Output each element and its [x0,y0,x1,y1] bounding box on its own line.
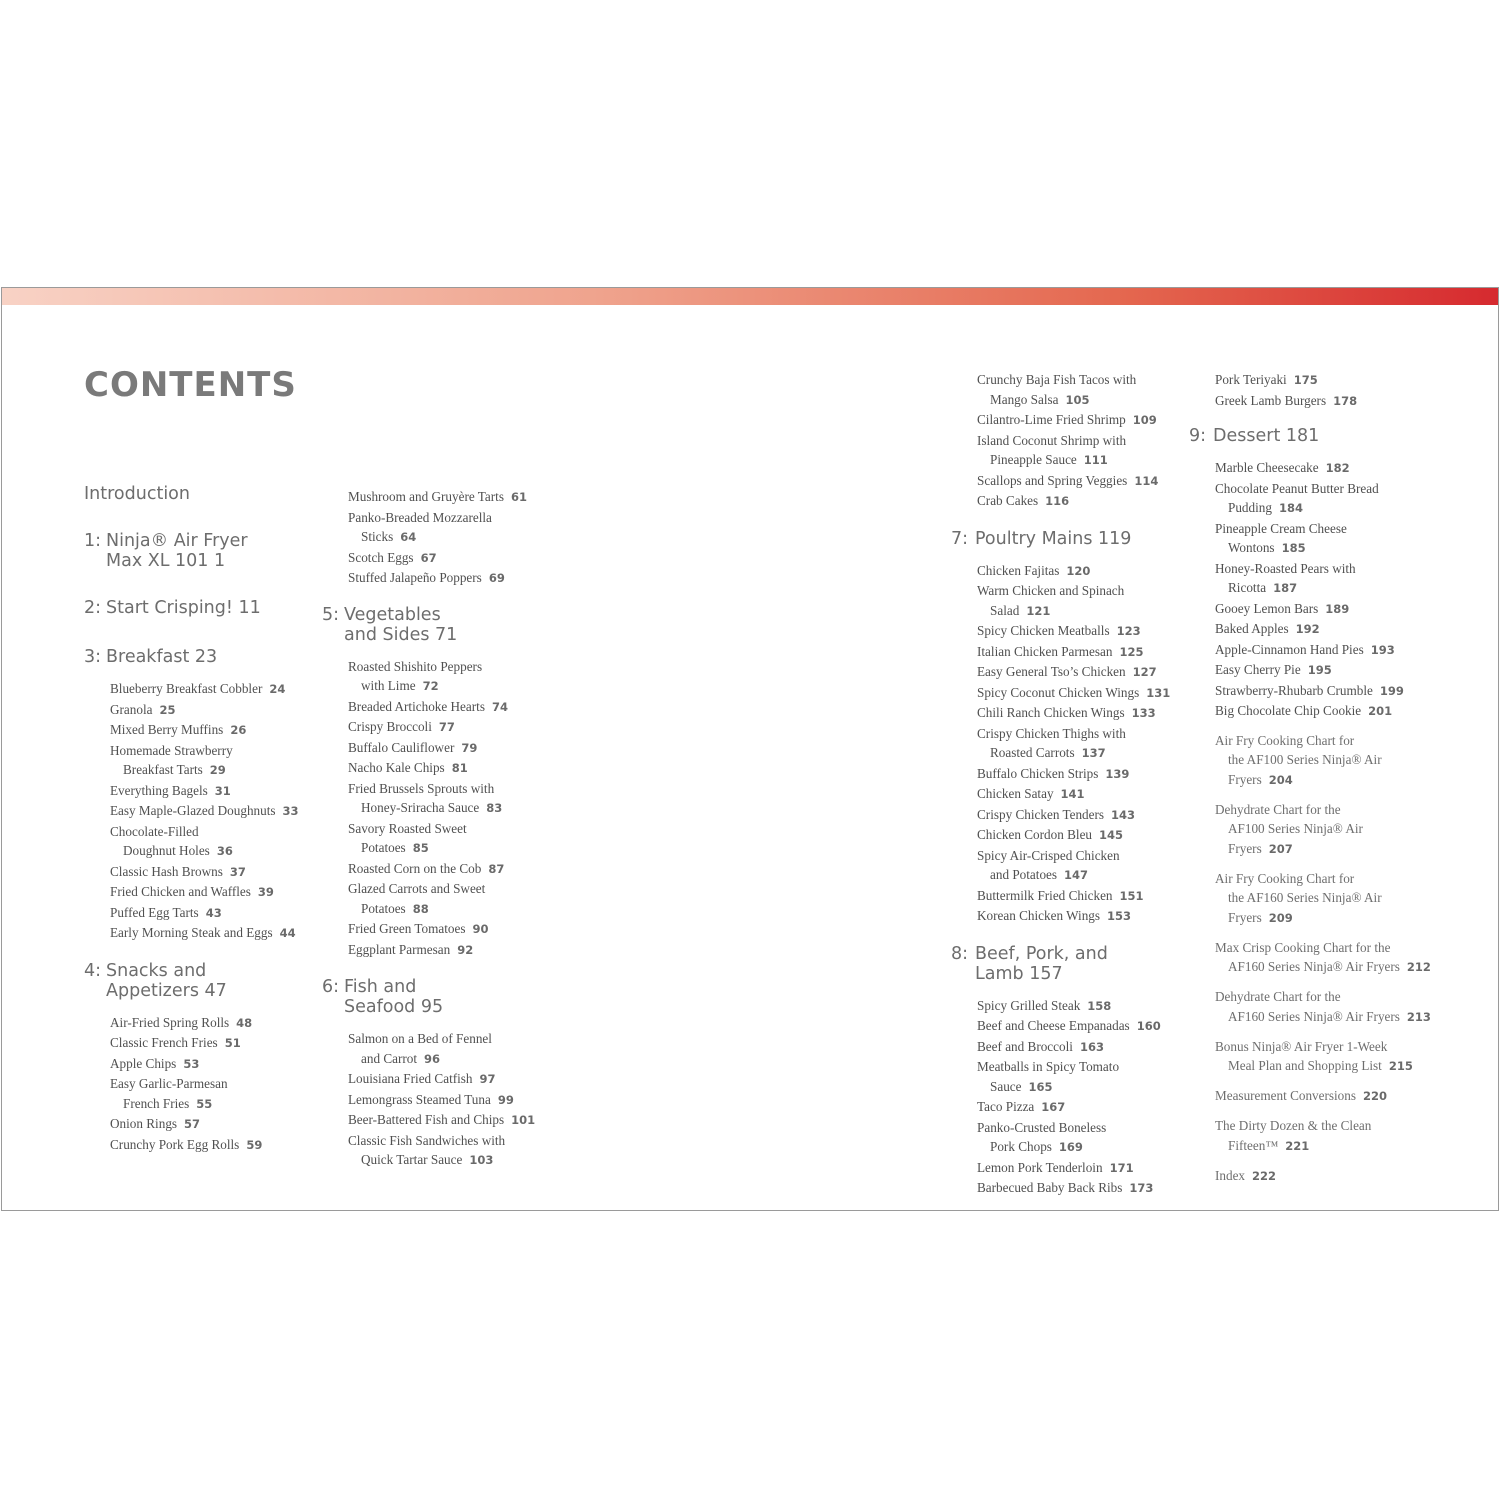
toc-entry [977,1178,1191,1199]
toc-entry [1215,619,1439,640]
section-6-entries-continued [977,370,1191,512]
toc-entry [348,859,582,880]
toc-entry [348,1131,582,1171]
section-8-entries [977,996,1191,1199]
toc-entry [348,697,582,718]
section-heading-4: 4: Snacks and Appetizers 47 [84,960,227,1001]
toc-entry-page: 99 [497,1092,514,1107]
toc-entry-page: 29 [209,763,226,777]
toc-entry-title: Greek Lamb Burgers [1215,392,1327,408]
toc-entry [977,491,1191,512]
toc-entry [110,741,324,781]
toc-entry-page: 125 [1119,644,1144,659]
toc-entry-page: 158 [1087,998,1112,1013]
toc-entry-title: Roasted Shishito Peppers with Lime [348,658,483,693]
toc-entry-page: 184 [1278,501,1303,515]
toc-entry [1215,869,1439,929]
toc-entry [1215,987,1439,1027]
toc-entry-page: 141 [1060,787,1085,801]
toc-entry-title: Air Fry Cooking Chart for the AF160 Series Ninja® Air Fryers [1215,870,1382,925]
toc-entry [348,1069,582,1090]
toc-entry-page: 81 [451,761,468,775]
toc-entry-title: Dehydrate Chart for the AF160 Series Ninja® Air Fryers [1215,989,1400,1024]
toc-column-1 [84,288,324,1155]
toc-entry-title: Roasted Corn on the Cob [348,860,482,876]
toc-entry-title: Fried Green Tomatoes [348,921,466,936]
toc-entry-page: 85 [412,841,429,855]
toc-entry-title: Lemongrass Steamed Tuna [348,1091,491,1107]
toc-entry-page: 111 [1083,453,1108,467]
toc-entry-page: 187 [1273,581,1298,595]
toc-entry-page: 79 [461,740,478,755]
toc-entry [977,370,1191,410]
section-8-entries-continued [1215,370,1439,411]
toc-entry [977,846,1191,886]
toc-entry-page: 195 [1307,663,1332,677]
toc-entry-title: Crispy Chicken Thighs with Roasted Carrots [977,725,1126,760]
toc-entry-title: The Dirty Dozen & the Clean Fifteen™ [1215,1118,1372,1153]
toc-entry-page: 57 [184,1117,201,1131]
toc-entry-page: 221 [1285,1138,1310,1153]
section-heading-5: 5: Vegetables and Sides 71 [322,604,458,645]
toc-entry [348,568,582,589]
toc-entry [1215,391,1439,412]
toc-entry-page: 83 [486,801,503,815]
toc-entry [977,561,1191,582]
toc-entry-page: 97 [479,1072,496,1086]
toc-entry-title: Beef and Cheese Empanadas [977,1018,1130,1033]
toc-entry-title: Pineapple Cream Cheese Wontons [1215,520,1347,555]
toc-entry-page: 67 [420,550,437,565]
toc-entry-title: Classic Fish Sandwiches with Quick Tartar Sauce [348,1132,506,1167]
toc-entry-page: 173 [1129,1181,1154,1195]
toc-entry-title: Onion Rings [110,1116,178,1131]
toc-entry-title: Buttermilk Fried Chicken [977,887,1113,903]
toc-entry [110,720,324,741]
toc-entry [977,662,1191,683]
toc-entry [110,882,324,903]
toc-entry [977,1037,1191,1058]
toc-entry-page: 212 [1406,960,1431,974]
toc-entry [348,879,582,919]
toc-entry [1215,731,1439,791]
toc-entry-title: Buffalo Cauliflower [348,739,455,755]
toc-entry-title: Max Crisp Cooking Chart for the AF160 Series Ninja® Air Fryers [1215,939,1400,974]
toc-entry-title: Granola [110,701,153,717]
toc-entry-title: Panko-Crusted Boneless Pork Chops [977,1119,1107,1154]
toc-entry-page: 77 [438,720,455,734]
toc-entry-page: 175 [1293,373,1318,387]
toc-entry-page: 204 [1268,772,1293,787]
toc-entry-page: 192 [1295,622,1320,636]
toc-entry [110,700,324,721]
toc-entry-title: Korean Chicken Wings [977,908,1101,923]
toc-column-3 [951,370,1191,1199]
toc-entry-page: 123 [1116,624,1141,638]
toc-entry-title: Spicy Grilled Steak [977,997,1081,1013]
toc-entry-page: 39 [257,885,274,899]
toc-column-2 [322,487,582,1171]
toc-entry-page: 87 [488,861,505,876]
toc-entry-page: 51 [224,1036,241,1050]
toc-entry-page: 55 [196,1096,213,1111]
toc-entry-title: Strawberry-Rhubarb Crumble [1215,682,1373,698]
toc-entry [110,1013,324,1034]
toc-entry-page: 48 [236,1015,253,1030]
toc-entry-title: Mushroom and Gruyère Tarts [348,489,504,504]
toc-entry-page: 103 [469,1153,494,1167]
toc-entry-title: Baked Apples [1215,621,1289,636]
toc-entry [977,764,1191,785]
toc-entry [977,1057,1191,1097]
toc-entry-title: Panko-Breaded Mozzarella Sticks [348,509,492,544]
toc-entry-page: 199 [1379,683,1404,698]
toc-entry [977,886,1191,907]
toc-entry-page: 31 [214,783,231,798]
toc-entry [977,683,1191,704]
toc-entry [1215,681,1439,702]
toc-entry [977,906,1191,927]
toc-entry [348,758,582,779]
toc-entry-page: 33 [282,804,299,818]
toc-entry-title: Homemade Strawberry Breakfast Tarts [110,742,233,777]
toc-entry-title: Chocolate-Filled Doughnut Holes [110,823,210,858]
toc-entry-title: Scotch Eggs [348,549,414,565]
toc-entry-page: 92 [457,942,474,957]
toc-entry-title: Chicken Satay [977,786,1054,801]
toc-entry-title: Pork Teriyaki [1215,372,1287,387]
toc-entry-title: Spicy Coconut Chicken Wings [977,684,1140,700]
toc-entry-title: Gooey Lemon Bars [1215,600,1319,616]
toc-entry [977,621,1191,642]
toc-entry [348,779,582,819]
toc-entry-page: 44 [279,926,296,940]
toc-entry-title: Puffed Egg Tarts [110,904,199,920]
toc-entry-title: Measurement Conversions [1215,1088,1357,1103]
toc-entry-title: Fried Brussels Sprouts with Honey-Sriracha Sauce [348,780,495,815]
toc-entry-page: 220 [1363,1089,1388,1103]
toc-entry-title: Early Morning Steak and Eggs [110,925,273,940]
toc-entry [348,940,582,961]
toc-entry-title: Beer-Battered Fish and Chips [348,1112,505,1127]
toc-entry-page: 178 [1333,393,1358,408]
toc-entry-title: Crispy Chicken Tenders [977,806,1105,822]
toc-entry-page: 105 [1065,392,1090,407]
toc-entry-title: Eggplant Parmesan [348,941,451,957]
toc-entry [1215,1116,1439,1156]
toc-entry-page: 26 [230,723,247,737]
toc-entry-page: 90 [472,922,489,936]
toc-entry [110,781,324,802]
toc-entry-title: Chocolate Peanut Butter Bread Pudding [1215,480,1379,515]
toc-entry-page: 213 [1406,1009,1431,1024]
toc-entry-title: Buffalo Chicken Strips [977,765,1099,781]
toc-entry-page: 43 [205,905,222,920]
toc-entry-page: 69 [488,571,505,585]
toc-entry-title: Big Chocolate Chip Cookie [1215,703,1362,718]
page-title: CONTENTS [84,365,297,405]
toc-entry [977,1016,1191,1037]
toc-entry-title: Chicken Cordon Bleu [977,827,1093,842]
toc-entry [348,508,582,548]
toc-entry-title: Classic Hash Browns [110,863,223,879]
toc-entry [348,1110,582,1131]
toc-entry [1215,1166,1439,1187]
toc-entry-title: Louisiana Fried Catfish [348,1071,473,1086]
toc-entry-title: Apple Chips [110,1055,177,1071]
toc-entry-title: Crunchy Baja Fish Tacos with Mango Salsa [977,372,1137,407]
toc-entry [348,1090,582,1111]
toc-entry-page: 193 [1370,642,1395,657]
toc-entry-page: 163 [1079,1039,1104,1054]
section-heading-introduction: Introduction [84,484,190,504]
section-heading-9: 9: Dessert 181 [1189,426,1320,446]
toc-entry-page: 171 [1109,1160,1134,1175]
toc-entry-page: 169 [1058,1140,1083,1154]
toc-entry-title: Crispy Broccoli [348,719,432,734]
toc-entry-title: Dehydrate Chart for the AF100 Series Ninja® Air Fryers [1215,801,1363,856]
toc-entry-page: 101 [511,1113,536,1127]
toc-entry-page: 36 [216,844,233,858]
toc-entry-title: Barbecued Baby Back Ribs [977,1180,1123,1195]
section-3-entries [110,679,324,944]
toc-entry-title: Air-Fried Spring Rolls [110,1014,230,1030]
toc-entry [1215,599,1439,620]
section-heading-2: 2: Start Crisping! 11 [84,598,261,618]
toc-entry [348,657,582,697]
section-heading-6: 6: Fish and Seafood 95 [322,977,444,1017]
toc-entry-page: 160 [1136,1019,1161,1033]
section-heading-8: 8: Beef, Pork, and Lamb 157 [951,943,1108,984]
toc-entry-title: Breaded Artichoke Hearts [348,698,485,714]
section-6-entries [348,1029,582,1171]
toc-entry-title: Italian Chicken Parmesan [977,643,1113,659]
toc-entry-page: 145 [1099,828,1124,842]
toc-entry-page: 88 [412,901,429,916]
toc-entry [977,825,1191,846]
toc-entry [1215,701,1439,722]
section-9-entries [1215,458,1439,722]
toc-entry-page: 61 [510,490,527,504]
toc-entry [977,431,1191,471]
toc-entry [348,819,582,859]
toc-entry [110,1114,324,1135]
toc-entry-page: 201 [1368,704,1393,718]
toc-entry-page: 207 [1268,841,1293,856]
toc-entry-page: 143 [1111,807,1136,822]
toc-entry-title: Spicy Chicken Meatballs [977,623,1110,638]
section-4-entries [110,1013,324,1156]
toc-entry-title: Chicken Fajitas [977,562,1060,578]
toc-entry [977,642,1191,663]
toc-entry [1215,370,1439,391]
toc-entry-title: Easy Cherry Pie [1215,662,1301,677]
toc-entry-page: 153 [1107,909,1132,923]
toc-entry [1215,938,1439,978]
toc-entry-title: Crunchy Pork Egg Rolls [110,1136,240,1152]
section-heading-1: 1: Ninja® Air Fryer Max XL 101 1 [84,531,248,571]
toc-entry-page: 96 [424,1051,441,1066]
toc-entry-title: Lemon Pork Tenderloin [977,1159,1103,1175]
section-5-entries [348,657,582,961]
toc-entry-title: Index [1215,1167,1246,1183]
toc-entry-page: 185 [1281,541,1306,555]
section-7-entries [977,561,1191,927]
toc-entry-title: Scallops and Spring Veggies [977,472,1128,488]
toc-entry-title: Easy Maple-Glazed Doughnuts [110,803,276,818]
toc-entry [977,1158,1191,1179]
toc-entry [977,471,1191,492]
toc-entry-page: 147 [1064,868,1089,882]
toc-entry-page: 165 [1028,1079,1053,1094]
toc-entry-page: 121 [1026,603,1051,618]
toc-entry [348,487,582,508]
toc-entry-title: Air Fry Cooking Chart for the AF100 Series Ninja® Air Fryers [1215,732,1382,787]
toc-entry-title: Savory Roasted Sweet Potatoes [348,820,467,855]
toc-entry-page: 189 [1325,601,1350,616]
toc-entry [1215,458,1439,479]
toc-entry-page: 74 [491,699,508,714]
toc-entry [1215,559,1439,599]
toc-entry-page: 131 [1146,685,1171,700]
toc-entry [348,717,582,738]
toc-entry-page: 109 [1132,413,1157,427]
toc-entry-page: 209 [1268,910,1293,925]
toc-entry-title: Bonus Ninja® Air Fryer 1-Week Meal Plan and Shopping List [1215,1038,1388,1073]
toc-entry-page: 151 [1119,888,1144,903]
toc-entry-title: Everything Bagels [110,782,208,798]
toc-entry-page: 182 [1325,461,1350,475]
section-heading-3: 3: Breakfast 23 [84,647,218,667]
toc-entry-page: 137 [1081,746,1106,760]
toc-entry-title: Classic French Fries [110,1035,218,1050]
toc-entry [1215,479,1439,519]
toc-entry [977,805,1191,826]
toc-entry [977,724,1191,764]
toc-entry [110,862,324,883]
toc-entry-title: Warm Chicken and Spinach Salad [977,583,1125,618]
toc-entry-page: 72 [422,679,439,693]
toc-entry-title: Mixed Berry Muffins [110,722,224,737]
toc-entry-page: 37 [229,864,246,879]
toc-entry-title: Crab Cakes [977,493,1039,508]
toc-entry [110,679,324,700]
toc-entry-title: Island Coconut Shrimp with Pineapple Sauce [977,432,1127,467]
toc-entry-title: Fried Chicken and Waffles [110,884,251,899]
toc-entry [977,996,1191,1017]
toc-entry-page: 127 [1132,665,1157,679]
toc-entry-title: Chili Ranch Chicken Wings [977,705,1125,720]
toc-entry [348,1029,582,1069]
toc-entry-page: 116 [1045,494,1070,508]
toc-entry-page: 64 [400,530,417,544]
toc-entry [1215,519,1439,559]
toc-column-4 [1189,370,1439,1196]
toc-entry [110,1033,324,1054]
toc-entry [1215,1037,1439,1077]
toc-entry-title: Easy General Tso’s Chicken [977,664,1126,679]
toc-entry-title: Marble Cheesecake [1215,460,1319,475]
toc-entry-title: Easy Garlic-Parmesan French Fries [110,1076,228,1111]
toc-entry [348,738,582,759]
toc-entry [110,822,324,862]
toc-entry [1215,1086,1439,1107]
toc-entry-page: 24 [269,682,286,696]
toc-entry-title: Spicy Air-Crisped Chicken and Potatoes [977,847,1120,882]
toc-entry [110,1054,324,1075]
toc-entry [977,410,1191,431]
toc-entry [110,1074,324,1114]
toc-entry-title: Beef and Broccoli [977,1038,1073,1054]
section-heading-7: 7: Poultry Mains 119 [951,528,1132,549]
toc-entry-page: 167 [1041,1100,1066,1114]
toc-entry-page: 59 [246,1137,263,1152]
toc-entry [1215,800,1439,860]
toc-entry [348,548,582,569]
toc-entry-title: Glazed Carrots and Sweet Potatoes [348,881,486,916]
toc-entry-title: Taco Pizza [977,1099,1035,1114]
toc-entry-page: 139 [1105,766,1130,781]
toc-entry [977,1097,1191,1118]
toc-entry-title: Nacho Kale Chips [348,760,445,775]
toc-entry-page: 25 [159,702,176,717]
toc-entry [977,703,1191,724]
toc-entry [977,581,1191,621]
toc-entry [110,1135,324,1156]
toc-entry-page: 222 [1252,1168,1277,1183]
toc-entry-page: 120 [1066,563,1091,578]
backmatter-entries [1215,731,1439,1187]
toc-entry [110,923,324,944]
toc-entry [1215,660,1439,681]
toc-entry-page: 133 [1131,706,1156,720]
toc-entry-title: Blueberry Breakfast Cobbler [110,681,263,696]
toc-entry [348,919,582,940]
contents-spread [1,287,1499,1211]
toc-entry-title: Apple-Cinnamon Hand Pies [1215,641,1364,657]
toc-entry-title: Cilantro-Lime Fried Shrimp [977,412,1126,427]
section-4-entries-continued [348,487,582,589]
toc-entry-title: Stuffed Jalapeño Poppers [348,570,482,585]
toc-entry-page: 114 [1134,473,1159,488]
toc-entry [977,1118,1191,1158]
toc-entry [110,801,324,822]
toc-entry-title: Meatballs in Spicy Tomato Sauce [977,1059,1120,1094]
toc-entry [1215,640,1439,661]
toc-entry [977,784,1191,805]
toc-entry-page: 215 [1388,1059,1413,1073]
toc-entry [110,903,324,924]
toc-entry-page: 53 [183,1056,200,1071]
toc-entry-title: Honey-Roasted Pears with Ricotta [1215,560,1356,595]
toc-entry-title: Salmon on a Bed of Fennel and Carrot [348,1031,492,1066]
